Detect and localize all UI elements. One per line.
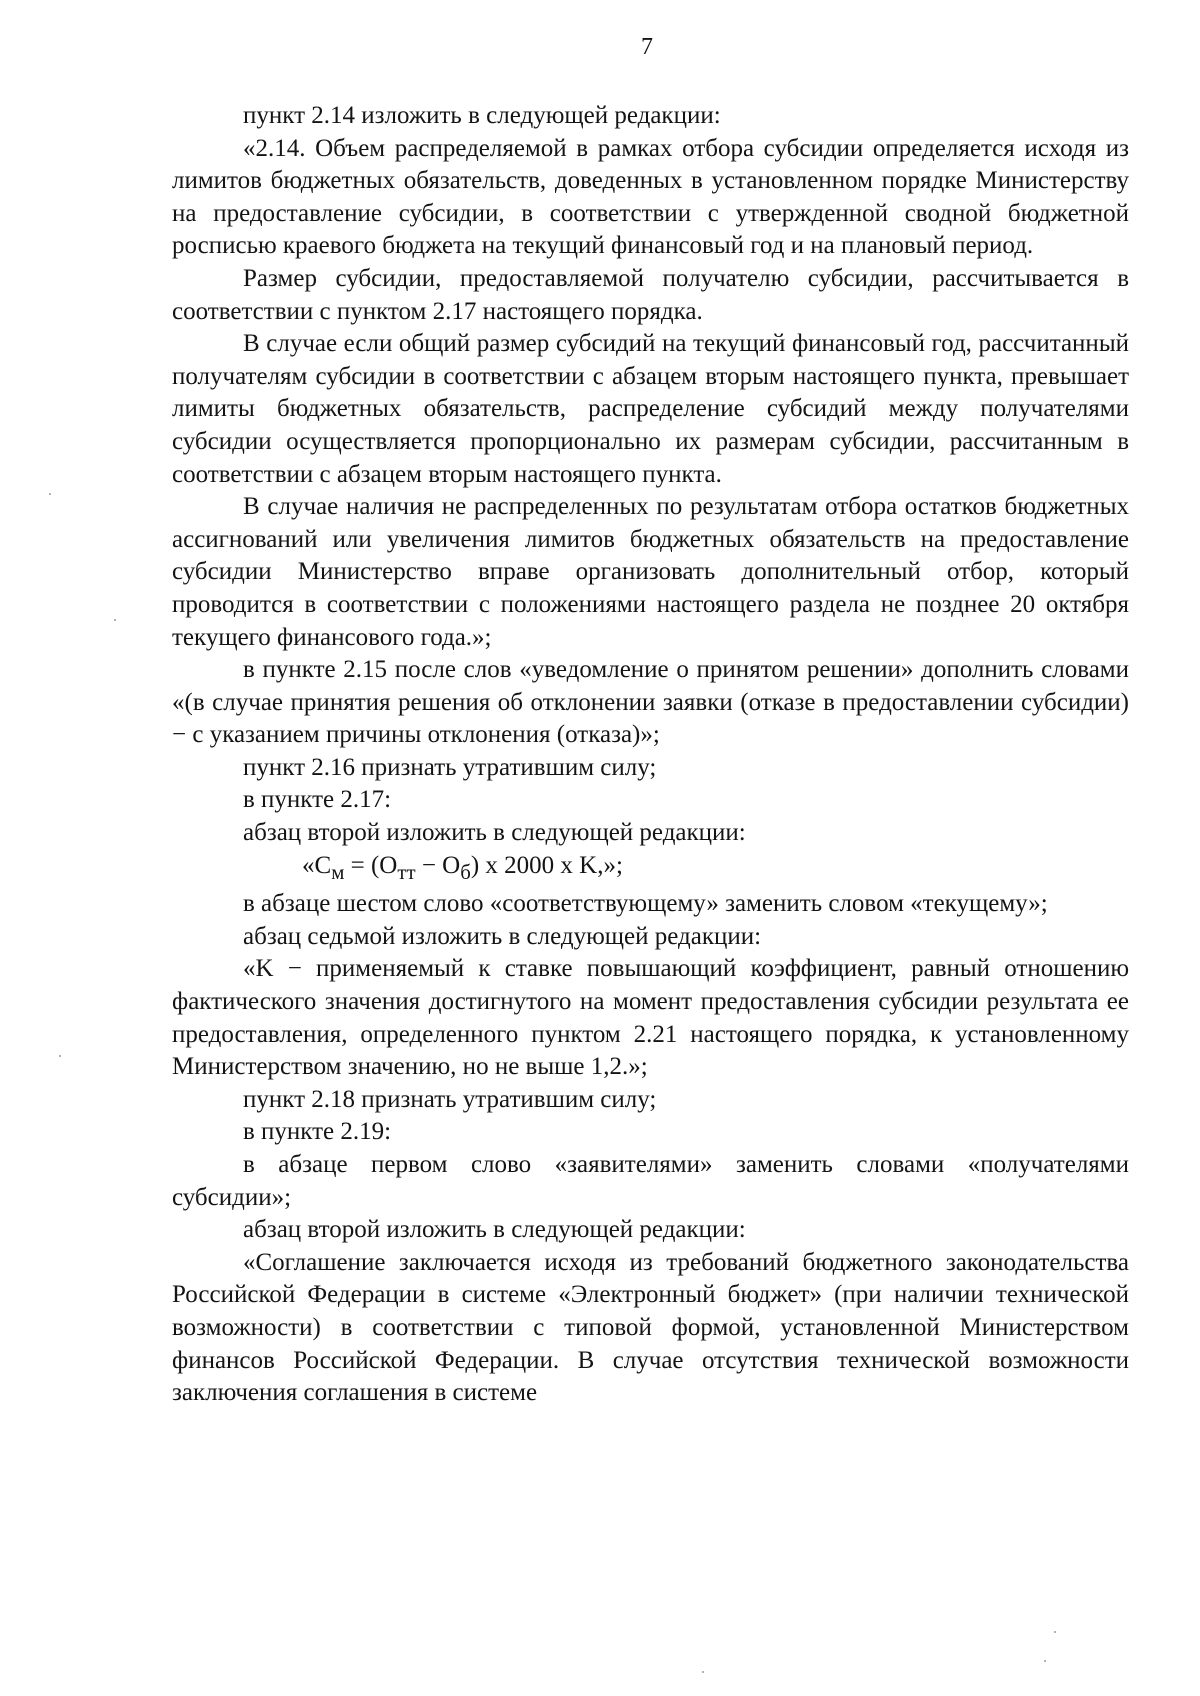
scan-speck bbox=[114, 619, 116, 621]
scan-speck bbox=[702, 1671, 704, 1673]
formula-part: − О bbox=[415, 851, 461, 879]
paragraph: «2.14. Объем распределяемой в рамках отбора субсидии определяется исходя из лимитов бюджетных обязательств, доведенных в установленном порядке Министерству на предоставление субсидии, в соответствии с утвержденной сводной бюджетной росписью краевого бюджета на текущий финансовый год и на плановый период. bbox=[172, 134, 1129, 260]
formula-subscript: б bbox=[460, 859, 471, 884]
paragraph: в пункте 2.15 после слов «уведомление о принятом решении» дополнить словами «(в случае принятия решения об отклонении заявки (отказе в предоставлении субсидии) − с указанием причины отклонения (отказа)»; bbox=[172, 656, 1129, 749]
document-body bbox=[172, 100, 1129, 1410]
paragraph: в абзаце первом слово «заявителями» заменить словами «получателями субсидии»; bbox=[172, 1151, 1129, 1211]
scan-speck bbox=[49, 493, 51, 495]
paragraph: абзац седьмой изложить в следующей редакции: bbox=[243, 922, 762, 950]
paragraph: в абзаце шестом слово «соответствующему» заменить словом «текущему»; bbox=[243, 890, 1048, 918]
paragraph: пункт 2.18 признать утратившим силу; bbox=[243, 1085, 657, 1113]
paragraph: В случае наличия не распределенных по результатам отбора остатков бюджетных ассигнований или увеличения лимитов бюджетных обязательств на предоставление субсидии Министерство вправе организовать дополнительный отбор, который проводится в соответствии с положениями настоящего раздела не позднее 20 октября текущего финансового года.»; bbox=[172, 493, 1129, 651]
paragraph: В случае если общий размер субсидий на текущий финансовый год, рассчитанный получателям субсидии в соответствии с абзацем вторым настоящего пункта, превышает лимиты бюджетных обязательств, распределение субсидий между получателями субсидии осуществляется пропорционально их размерам субсидии, рассчитанным в соответствии с абзацем вторым настоящего пункта. bbox=[172, 330, 1129, 488]
formula-subscript: тт bbox=[397, 859, 416, 884]
paragraph: абзац второй изложить в следующей редакции: bbox=[243, 1216, 746, 1244]
paragraph: пункт 2.16 признать утратившим силу; bbox=[243, 753, 657, 781]
paragraph: пункт 2.14 изложить в следующей редакции: bbox=[243, 102, 721, 129]
paragraph: «K − применяемый к ставке повышающий коэффициент, равный отношению фактического значения достигнутого на момент предоставления субсидии результата ее предоставления, определенного пунктом 2.21 настоящего порядка, к установленному Министерством значению, но не выше 1,2.»; bbox=[172, 955, 1129, 1081]
paragraph: абзац второй изложить в следующей редакции: bbox=[243, 819, 746, 847]
formula bbox=[172, 850, 1129, 889]
paragraph: в пункте 2.19: bbox=[243, 1118, 392, 1146]
paragraph: Размер субсидии, предоставляемой получателю субсидии, рассчитывается в соответствии с пунктом 2.17 настоящего порядка. bbox=[172, 264, 1129, 325]
page-number: 7 bbox=[641, 34, 653, 60]
formula-subscript: м bbox=[331, 859, 345, 884]
scan-speck bbox=[1054, 1631, 1056, 1633]
paragraph: в пункте 2.17: bbox=[243, 786, 392, 814]
formula-part: ) x 2000 x K,»; bbox=[470, 851, 623, 879]
formula-part: = (О bbox=[344, 851, 398, 879]
scan-speck bbox=[59, 1055, 61, 1057]
scan-speck bbox=[1044, 1660, 1046, 1662]
formula-part: «С bbox=[302, 851, 332, 879]
paragraph: «Соглашение заключается исходя из требований бюджетного законодательства Российской Федерации в системе «Электронный бюджет» (при наличии технической возможности) в соответствии с типовой формой, установленной Министерством финансов Российской Федерации. В случае отсутствия технической возможности заключения соглашения в системе bbox=[172, 1248, 1129, 1407]
